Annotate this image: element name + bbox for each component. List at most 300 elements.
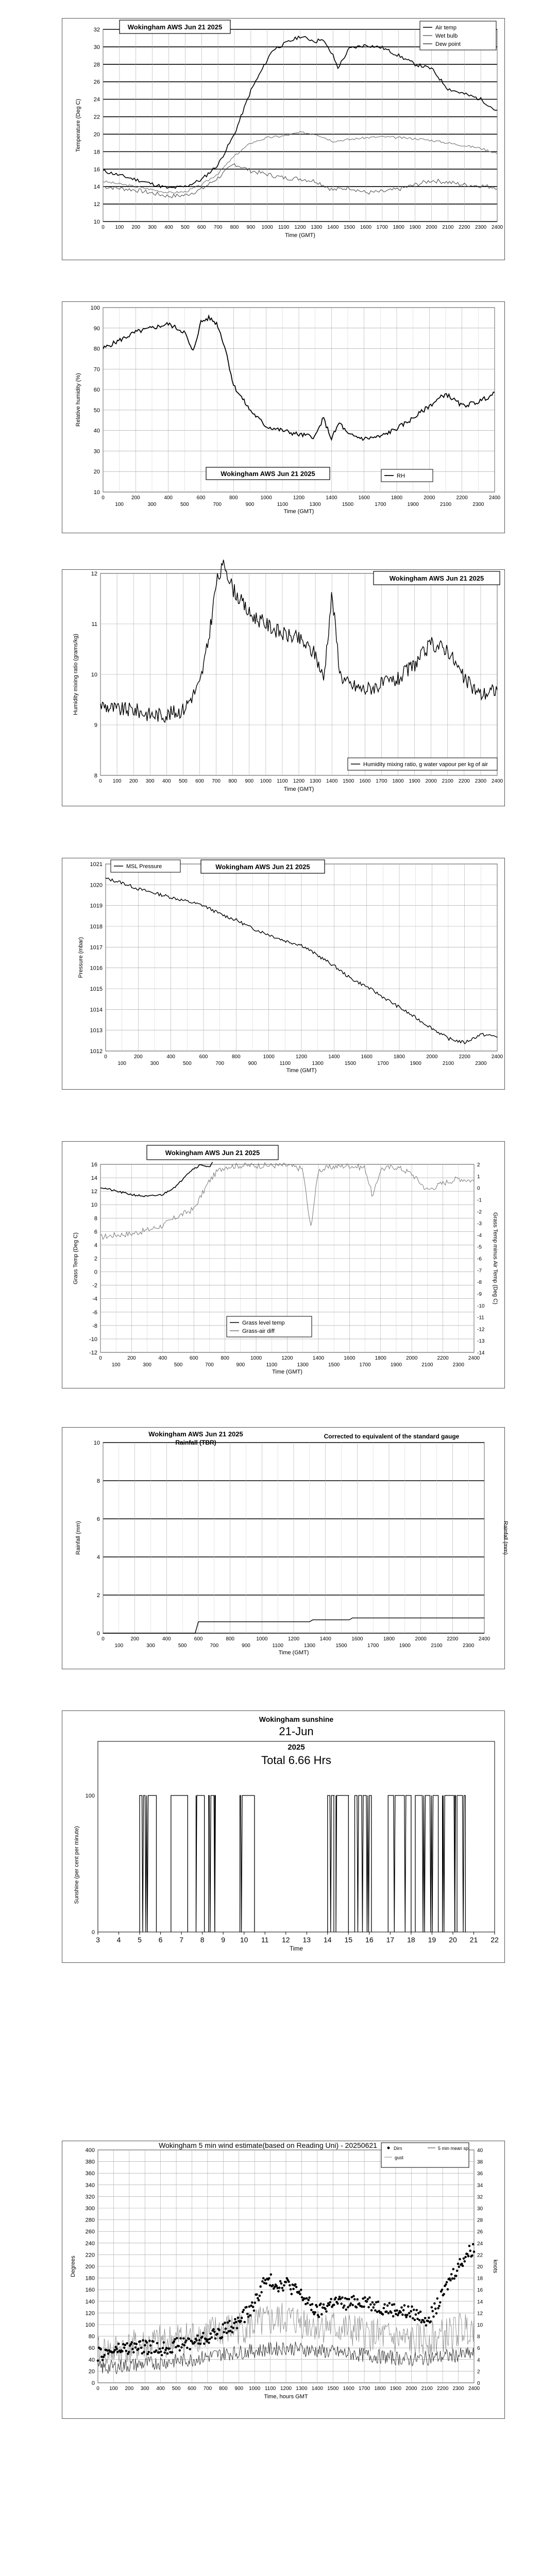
x-tick-label: 1300 (303, 1643, 315, 1649)
x-tick-label: 1000 (249, 2386, 261, 2392)
dirn-point (245, 2306, 248, 2309)
x-tick-label: 800 (228, 778, 238, 784)
x-tick-label: 1000 (263, 1054, 275, 1060)
x-tick-label: 2000 (426, 225, 437, 230)
grass-temp-chart (62, 1141, 505, 1388)
chart-svg (62, 2141, 505, 2419)
x-tick-label: 1000 (260, 778, 272, 784)
dirn-point (405, 2316, 408, 2318)
y-tick-label: 180 (85, 2275, 95, 2282)
y-right-tick-label: 22 (477, 2252, 483, 2259)
x-tick-label: 2000 (405, 2386, 417, 2392)
x-tick-label: 0 (102, 225, 105, 230)
humidity-chart (62, 301, 505, 533)
dirn-point (251, 2301, 253, 2304)
x-tick-label: 500 (181, 225, 190, 230)
dirn-point (471, 2255, 474, 2257)
dirn-point (393, 2303, 396, 2306)
dirn-point (472, 2243, 475, 2246)
chart-svg (62, 301, 505, 533)
dirn-point (430, 2320, 432, 2323)
x-tick-label: 1600 (358, 495, 370, 501)
dirn-point (415, 2309, 418, 2312)
chart-title: Wokingham sunshine (259, 1715, 334, 1723)
x-tick-label: 500 (172, 2386, 181, 2392)
y-tick-label: 22 (93, 114, 100, 121)
x-tick-label: 1200 (295, 1054, 308, 1060)
dirn-point (390, 2312, 393, 2314)
x-tick-label: 200 (127, 1355, 136, 1361)
x-tick-label: 700 (205, 1362, 214, 1368)
dirn-point (143, 2351, 145, 2353)
dirn-point (432, 2315, 435, 2318)
dirn-point (325, 2310, 328, 2313)
dirn-point (236, 2327, 239, 2330)
dirn-point (473, 2250, 476, 2253)
dirn-point (386, 2304, 389, 2307)
chart-subtitle: Rainfall (TBR) (175, 1439, 216, 1446)
dirn-point (262, 2277, 265, 2280)
dirn-point (156, 2342, 159, 2345)
x-tick-label: 1100 (279, 1061, 291, 1066)
dirn-point (222, 2323, 224, 2326)
x-tick-label: 1800 (374, 2386, 386, 2392)
legend-label: Air temp (435, 25, 457, 31)
y-tick-label: 28 (93, 61, 100, 68)
x-tick-label: 2100 (442, 778, 453, 784)
y-right-tick-label: 18 (477, 2276, 483, 2282)
chart-year: 2025 (288, 1743, 305, 1752)
dirn-point (402, 2309, 405, 2312)
x-tick-label: 600 (194, 1636, 203, 1642)
x-tick-label: 0 (104, 1054, 107, 1060)
x-tick-label: 800 (230, 225, 239, 230)
dirn-point (417, 2312, 420, 2315)
x-tick-label: 600 (188, 2386, 196, 2392)
dirn-point (241, 2317, 243, 2319)
y-tick-label: 18 (93, 149, 100, 156)
x-tick-label: 1300 (312, 1061, 324, 1066)
x-tick-label: 100 (112, 778, 122, 784)
dirn-point (159, 2348, 161, 2350)
x-tick-label: 20 (449, 1936, 457, 1944)
dirn-point (435, 2312, 438, 2315)
plot-area (98, 1741, 495, 1932)
x-tick-label: 1800 (391, 495, 403, 501)
x-tick-label: 900 (246, 225, 256, 230)
dirn-point (163, 2341, 165, 2344)
x-tick-label: 2000 (424, 495, 435, 501)
dirn-point (350, 2302, 352, 2305)
x-tick-label: 700 (215, 1061, 225, 1066)
dirn-point (370, 2309, 373, 2312)
dirn-point (437, 2307, 439, 2310)
dirn-point (385, 2311, 388, 2313)
x-tick-label: 14 (324, 1936, 332, 1944)
x-tick-label: 1800 (393, 225, 404, 230)
dirn-point (441, 2289, 444, 2291)
dirn-point (298, 2291, 300, 2293)
dirn-point (259, 2295, 261, 2297)
x-tick-label: 400 (164, 495, 173, 501)
dirn-point (259, 2285, 262, 2288)
dirn-point (199, 2343, 202, 2345)
dirn-point (227, 2321, 229, 2324)
dirn-point (308, 2299, 310, 2301)
dirn-point (366, 2300, 368, 2303)
dirn-point (189, 2348, 192, 2351)
x-tick-label: 2000 (426, 1054, 438, 1060)
dirn-point (436, 2297, 439, 2300)
dirn-point (459, 2258, 461, 2261)
x-tick-label: 1000 (250, 1355, 262, 1361)
dirn-point (265, 2282, 267, 2285)
dirn-point (144, 2344, 146, 2347)
x-tick-label: 400 (166, 1054, 176, 1060)
dirn-point (139, 2340, 142, 2343)
y-axis-label: Sunshine (per cent per minute) (74, 1826, 80, 1904)
dirn-point (281, 2287, 283, 2290)
legend-label: Dew point (435, 41, 461, 47)
dirn-point (469, 2249, 471, 2252)
dirn-point (419, 2311, 422, 2313)
y-tick-label: 140 (85, 2298, 95, 2305)
dirn-point (161, 2354, 163, 2357)
x-tick-label: 1600 (360, 225, 372, 230)
x-tick-label: 1500 (342, 502, 354, 507)
dirn-point (463, 2258, 465, 2260)
dirn-point (330, 2298, 332, 2300)
y-right-tick-label: -13 (477, 1338, 485, 1345)
x-tick-label: 0 (99, 778, 102, 784)
y-tick-label: 40 (88, 2357, 95, 2363)
dirn-point (162, 2347, 164, 2349)
y-tick-label: 360 (85, 2171, 95, 2177)
dirn-point (382, 2313, 384, 2316)
x-tick-label: 1500 (344, 1061, 357, 1066)
x-tick-label: 1700 (359, 1362, 371, 1368)
x-tick-label: 900 (248, 1061, 257, 1066)
y-right-tick-label: 32 (477, 2194, 483, 2200)
x-tick-label: 1500 (335, 1643, 347, 1649)
y-tick-label: 1020 (90, 882, 103, 889)
dirn-point (115, 2348, 118, 2350)
x-tick-label: 0 (96, 2386, 99, 2392)
y-tick-label: 0 (91, 1929, 95, 1936)
x-tick-label: 100 (115, 502, 124, 507)
x-axis-label: Time (GMT) (286, 1067, 317, 1074)
x-tick-label: 500 (174, 1362, 183, 1368)
x-tick-label: 400 (164, 225, 173, 230)
x-tick-label: 1200 (293, 495, 305, 501)
x-tick-label: 12 (281, 1936, 290, 1944)
chart-title: Wokingham AWS Jun 21 2025 (165, 1149, 260, 1157)
dirn-point (320, 2313, 323, 2316)
x-tick-label: 200 (125, 2386, 134, 2392)
dirn-point (142, 2339, 144, 2342)
dirn-point (185, 2340, 188, 2342)
x-axis-label: Time, hours GMT (264, 2394, 308, 2400)
y-tick-label: 12 (91, 1189, 97, 1195)
y-right-tick-label: 38 (477, 2159, 483, 2165)
dirn-point (318, 2316, 320, 2318)
y-tick-label: 90 (93, 325, 100, 332)
dirn-point (452, 2268, 455, 2270)
dirn-point (446, 2281, 448, 2284)
dirn-point (351, 2304, 354, 2307)
chart-svg (62, 1710, 505, 1963)
y-tick-label: 6 (94, 1229, 97, 1235)
x-tick-label: 1100 (278, 225, 290, 230)
x-tick-label: 1500 (344, 225, 356, 230)
pressure-chart (62, 858, 505, 1090)
y-tick-label: -10 (89, 1336, 97, 1343)
x-tick-label: 0 (102, 495, 105, 501)
x-tick-label: 1200 (280, 2386, 292, 2392)
dirn-point (243, 2309, 245, 2311)
y-tick-label: 26 (93, 79, 100, 86)
dirn-point (249, 2314, 251, 2317)
x-tick-label: 13 (302, 1936, 311, 1944)
dirn-point (450, 2273, 453, 2276)
legend-label: Grass level temp (242, 1320, 285, 1326)
x-tick-label: 1300 (311, 225, 323, 230)
y-tick-label: 260 (85, 2229, 95, 2235)
y-tick-label: 8 (96, 1478, 100, 1484)
x-tick-label: 2200 (459, 225, 470, 230)
x-tick-label: 100 (109, 2386, 118, 2392)
y-tick-label: 1015 (90, 986, 103, 992)
dirn-point (124, 2344, 127, 2346)
y-axis-label: Rainfall (mm) (75, 1521, 81, 1555)
dirn-point (397, 2314, 399, 2317)
y-tick-label: 30 (93, 44, 100, 50)
dirn-point (254, 2301, 257, 2304)
x-tick-label: 2300 (475, 1061, 487, 1066)
x-tick-label: 1900 (390, 1362, 402, 1368)
x-tick-label: 2100 (421, 1362, 433, 1368)
x-tick-label: 700 (213, 225, 223, 230)
y-tick-label: -2 (92, 1282, 97, 1289)
dirn-point (243, 2321, 246, 2324)
dirn-point (128, 2351, 130, 2353)
rainfall-chart (62, 1427, 509, 1669)
y-axis-label: Grass Temp (Deg C) (73, 1232, 79, 1284)
dirn-point (431, 2310, 434, 2313)
dirn-point (420, 2321, 423, 2324)
y-tick-label: 70 (93, 366, 100, 373)
y-axis-label: Pressure (mbar) (78, 937, 84, 978)
x-tick-label: 800 (231, 1054, 241, 1060)
dirn-point (234, 2318, 236, 2320)
dirn-point (464, 2256, 467, 2259)
dirn-point (408, 2312, 411, 2315)
dirn-point (368, 2296, 371, 2299)
x-tick-label: 1200 (294, 225, 306, 230)
x-tick-label: 2200 (437, 1355, 449, 1361)
y-right-tick-label: 10 (477, 2323, 483, 2328)
x-tick-label: 500 (179, 778, 188, 784)
x-tick-label: 6 (158, 1936, 163, 1944)
x-tick-label: 1900 (409, 778, 420, 784)
dirn-point (136, 2343, 138, 2346)
dirn-point (314, 2311, 316, 2314)
x-tick-label: 1900 (390, 2386, 402, 2392)
dirn-point (323, 2303, 325, 2306)
dirn-point (283, 2284, 285, 2287)
dirn-point (277, 2290, 280, 2293)
y-tick-label: 0 (91, 2380, 95, 2386)
legend-label: MSL Pressure (126, 863, 162, 870)
dirn-point (104, 2354, 106, 2357)
chart-title: Wokingham AWS Jun 21 2025 (221, 470, 315, 478)
y-tick-label: 24 (93, 96, 100, 103)
y-right-tick-label: -9 (477, 1291, 482, 1297)
dirn-point (146, 2353, 149, 2355)
x-tick-label: 1900 (410, 1061, 421, 1066)
y-right-tick-label: 30 (477, 2206, 483, 2212)
x-tick-label: 16 (365, 1936, 374, 1944)
dirn-point (213, 2331, 216, 2333)
legend (381, 2143, 469, 2167)
dirn-point (333, 2303, 335, 2306)
dirn-point (343, 2304, 346, 2307)
y-tick-label: 10 (91, 672, 97, 678)
dirn-point (306, 2297, 308, 2300)
dirn-point (280, 2282, 283, 2285)
x-tick-label: 800 (221, 1355, 230, 1361)
dirn-point (407, 2306, 410, 2308)
x-tick-label: 200 (133, 1054, 143, 1060)
dirn-point (356, 2298, 359, 2301)
y-right-tick-label: 12 (477, 2311, 483, 2317)
dirn-point (425, 2324, 428, 2327)
x-tick-label: 3 (96, 1936, 100, 1944)
x-tick-label: 1700 (358, 2386, 370, 2392)
x-tick-label: 19 (428, 1936, 436, 1944)
y-right-tick-label: -10 (477, 1303, 485, 1309)
dirn-point (223, 2331, 225, 2333)
x-tick-label: 900 (245, 778, 254, 784)
x-tick-label: 900 (234, 2386, 244, 2392)
dirn-point (258, 2299, 260, 2301)
dirn-point (210, 2332, 212, 2335)
y-tick-label: 14 (93, 184, 100, 191)
x-tick-label: 1400 (311, 2386, 323, 2392)
y-right-tick-label: 6 (477, 2346, 480, 2352)
dirn-point (311, 2303, 314, 2306)
dirn-point (369, 2303, 372, 2306)
dirn-point (352, 2295, 355, 2297)
dirn-point (237, 2316, 240, 2319)
y-right-tick-label: 28 (477, 2217, 483, 2224)
dirn-point (147, 2351, 150, 2353)
y-right-tick-label: 36 (477, 2171, 483, 2177)
x-tick-label: 900 (242, 1643, 250, 1649)
x-tick-label: 1500 (327, 2386, 339, 2392)
y-tick-label: 16 (91, 1162, 97, 1168)
y-tick-label: 240 (85, 2240, 95, 2247)
dirn-point (392, 2315, 395, 2318)
dirn-point (221, 2336, 224, 2338)
y-tick-label: 4 (94, 1242, 97, 1249)
dirn-point (455, 2275, 458, 2277)
dirn-point (307, 2302, 309, 2304)
dirn-point (388, 2302, 391, 2304)
dirn-point (412, 2317, 414, 2320)
y-tick-label: 1013 (90, 1027, 103, 1034)
dirn-point (347, 2306, 349, 2309)
x-tick-label: 2300 (472, 502, 484, 507)
x-tick-label: 700 (212, 778, 221, 784)
x-tick-label: 1400 (327, 225, 339, 230)
dirn-point (99, 2348, 102, 2351)
dirn-point (218, 2329, 221, 2331)
x-tick-label: 400 (156, 2386, 165, 2392)
y-tick-label: 100 (90, 305, 100, 311)
y-right-tick-label: 8 (477, 2334, 480, 2340)
dirn-point (226, 2332, 228, 2334)
x-tick-label: 2400 (491, 1054, 503, 1060)
dirn-point (406, 2314, 409, 2316)
x-tick-label: 600 (189, 1355, 198, 1361)
dirn-point (261, 2280, 264, 2283)
x-tick-label: 2400 (491, 225, 503, 230)
dirn-point (171, 2351, 174, 2354)
dirn-point (149, 2344, 152, 2347)
x-tick-label: 2400 (468, 1355, 480, 1361)
chart-total: Total 6.66 Hrs (261, 1754, 331, 1767)
y-tick-label: 120 (85, 2310, 95, 2317)
dirn-point (291, 2293, 293, 2295)
x-tick-label: 0 (99, 1355, 102, 1361)
dirn-point (102, 2359, 104, 2362)
x-tick-label: 1800 (392, 778, 404, 784)
dirn-point (240, 2320, 242, 2323)
legend-label: Humidity mixing ratio, g water vapour per kg of air (363, 761, 488, 768)
dirn-point (188, 2337, 191, 2340)
x-tick-label: 22 (491, 1936, 499, 1944)
dirn-point (358, 2302, 361, 2305)
dirn-point (428, 2317, 430, 2319)
dirn-point (439, 2301, 442, 2304)
x-tick-label: 2200 (456, 495, 468, 501)
dirn-point (232, 2327, 235, 2329)
dirn-point (107, 2352, 110, 2355)
y-tick-label: 8 (94, 1215, 97, 1222)
y-axis-label: Degrees (70, 2256, 76, 2277)
y-tick-label: 2 (94, 1256, 97, 1262)
dirn-point (179, 2349, 181, 2352)
x-tick-label: 1400 (312, 1355, 325, 1361)
dirn-point (453, 2277, 455, 2280)
x-tick-label: 9 (221, 1936, 226, 1944)
dirn-point (160, 2350, 162, 2353)
x-tick-label: 500 (182, 1061, 192, 1066)
y-tick-label: 1016 (90, 965, 103, 972)
dirn-point (383, 2307, 385, 2310)
x-tick-label: 8 (200, 1936, 205, 1944)
dirn-point (278, 2286, 281, 2289)
y-right-tick-label: -3 (477, 1221, 482, 1227)
chart-title: Wokingham AWS Jun 21 2025 (389, 574, 484, 582)
dirn-point (324, 2308, 327, 2310)
y-tick-label: 380 (85, 2159, 95, 2165)
dirn-point (246, 2313, 249, 2315)
dirn-point (289, 2284, 291, 2287)
dirn-point (270, 2274, 273, 2276)
x-tick-label: 2400 (468, 2386, 480, 2392)
